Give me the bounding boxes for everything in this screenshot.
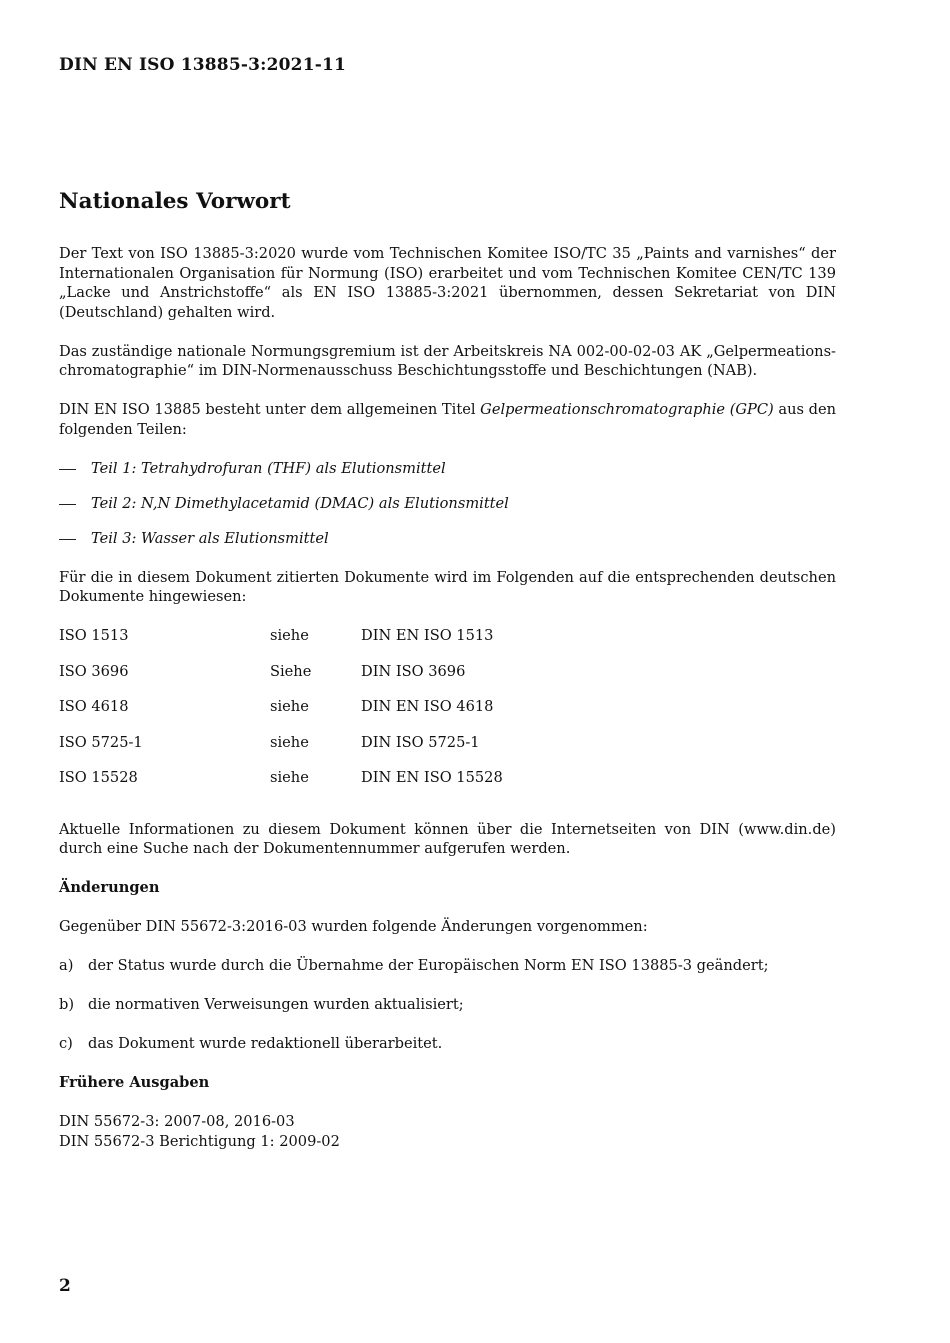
part-label: Teil 1: Tetrahydrofuran (THF) als Elutionsmittel [91, 459, 446, 477]
paragraph-parts-intro [59, 400, 836, 439]
list-item [59, 956, 836, 976]
paragraph-origin: Der Text von ISO 13885-3:2020 wurde vom Technischen Komitee ISO/TC 35 „Paints and varnishes“ der Internationalen Organisation für Normung (ISO) erarbeitet und vom Technischen Komitee CEN/TC 139 „Lacke und Anstrichstoffe“ als EN ISO 13885-3:2021 übernommen, dessen Sekretariat von DIN (Deutschland) gehalten wird. [59, 245, 836, 321]
list-marker: a) [59, 957, 74, 974]
change-text: der Status wurde durch die Übernahme der Europäischen Norm EN ISO 13885-3 geändert; [88, 957, 769, 974]
dash-bullet [59, 504, 76, 505]
page-content [59, 188, 836, 1152]
list-item [59, 494, 836, 514]
parts-intro-tail: aus den folgenden Teilen: [59, 401, 837, 438]
din-reference: DIN EN ISO 15528 [361, 769, 503, 786]
din-reference: DIN EN ISO 4618 [361, 698, 494, 715]
parts-intro-text: DIN EN ISO 13885 besteht unter dem allgemeinen Titel [59, 401, 481, 418]
list-item [59, 1034, 836, 1054]
paragraph-committee: Das zuständige nationale Normungsgremium ist der Arbeitskreis NA 002-00-02-03 AK „Gelpermeations-chromatographie“ im DIN-Normenausschuss Beschichtungsstoffe und Beschichtungen (NAB). [59, 342, 836, 379]
iso-reference: ISO 3696 [59, 662, 129, 680]
paragraph-references-intro: Für die in diesem Dokument zitierten Dokumente wird im Folgenden auf die entsprechenden deutschen Dokumente hingewiesen: [59, 568, 836, 605]
iso-reference: ISO 5725-1 [59, 733, 143, 751]
list-marker: c) [59, 1035, 73, 1052]
table-row [59, 662, 503, 698]
table-row [59, 768, 503, 804]
general-title: Gelpermeationschromatographie (GPC) [480, 401, 774, 418]
see-label: Siehe [270, 662, 312, 680]
din-reference: DIN ISO 3696 [361, 662, 466, 680]
din-reference: DIN EN ISO 1513 [361, 627, 494, 644]
paragraph-online-info: Aktuelle Informationen zu diesem Dokument können über die Internetseiten von DIN (www.din.de) durch eine Suche nach der Dokumentennummer aufgerufen werden. [59, 820, 836, 857]
part-label: Teil 2: N,N Dimethylacetamid (DMAC) als Elutionsmittel [91, 494, 509, 512]
see-label: siehe [270, 698, 309, 715]
change-text: das Dokument wurde redaktionell überarbeitet. [88, 1035, 443, 1052]
dash-bullet [59, 469, 76, 470]
edition-line: DIN 55672-3 Berichtigung 1: 2009-02 [59, 1132, 340, 1150]
list-item [59, 995, 836, 1015]
iso-reference: ISO 15528 [59, 769, 138, 786]
dash-bullet [59, 539, 76, 540]
iso-reference: ISO 1513 [59, 627, 129, 644]
list-item [59, 459, 836, 479]
previous-editions-list [59, 1112, 836, 1152]
part-label: Teil 3: Wasser als Elutionsmittel [91, 529, 329, 547]
see-label: siehe [270, 769, 309, 786]
changes-intro: Gegenüber DIN 55672-3:2016-03 wurden folgende Änderungen vorgenommen: [59, 918, 648, 935]
list-marker: b) [59, 996, 75, 1013]
reference-table [59, 626, 503, 804]
table-row [59, 697, 503, 733]
changes-list [59, 956, 836, 1054]
iso-reference: ISO 4618 [59, 698, 129, 715]
page-title: Nationales Vorwort [59, 189, 291, 214]
see-label: siehe [270, 627, 309, 644]
changes-heading: Änderungen [59, 879, 160, 896]
table-row [59, 626, 503, 662]
change-text: die normativen Verweisungen wurden aktualisiert; [88, 996, 464, 1013]
see-label: siehe [270, 733, 309, 751]
table-row [59, 733, 503, 769]
edition-line: DIN 55672-3: 2007-08, 2016-03 [59, 1112, 295, 1130]
list-item [59, 529, 836, 549]
parts-list [59, 459, 836, 549]
din-reference: DIN ISO 5725-1 [361, 733, 480, 751]
previous-editions-heading: Frühere Ausgaben [59, 1073, 210, 1091]
document-header: DIN EN ISO 13885-3:2021-11 [59, 55, 347, 75]
page-number: 2 [59, 1276, 71, 1296]
